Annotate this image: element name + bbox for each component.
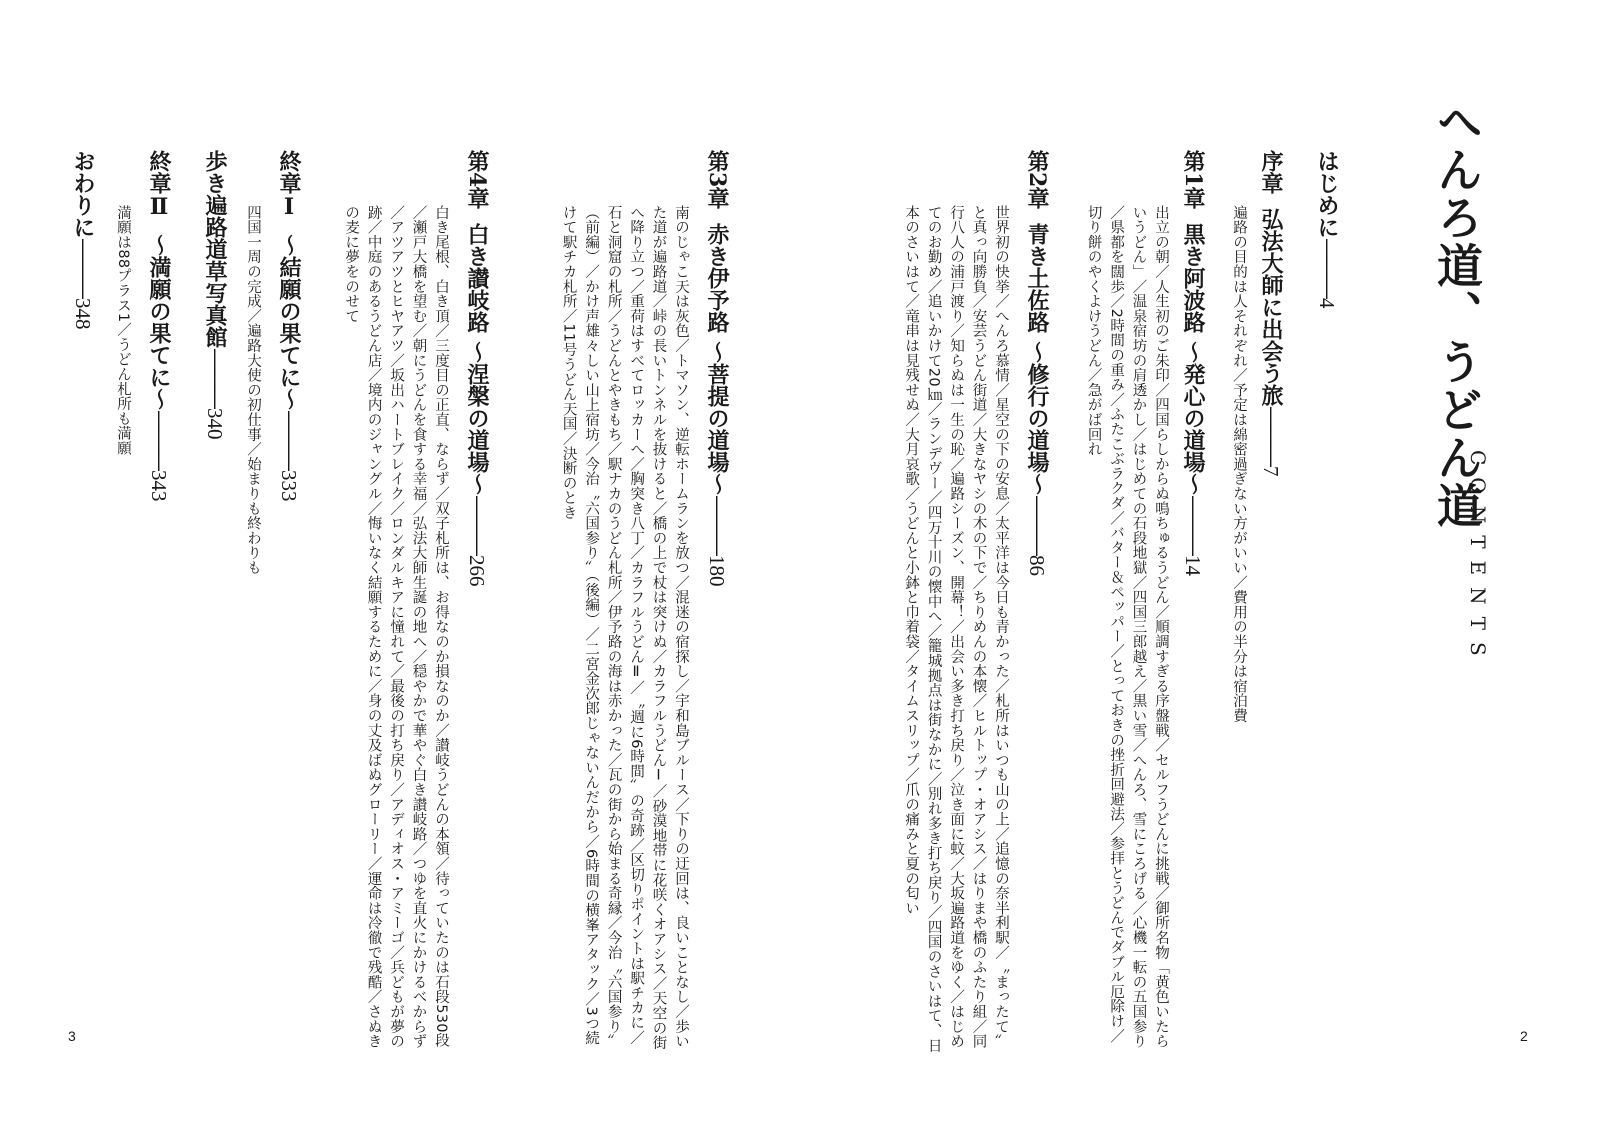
- toc-entry-epilogue-2[interactable]: [148, 150, 170, 502]
- chapter-title: はじめに: [1314, 150, 1340, 238]
- leader-dash: ———: [1259, 406, 1284, 466]
- chapter-details: 満願は88プラス1／うどん札所も満願: [115, 205, 131, 456]
- page-ref: 348: [71, 298, 95, 330]
- chapter-label: 序章: [1258, 150, 1284, 194]
- chapter-title: ～満願の果てに～: [146, 234, 172, 410]
- toc-entry-prologue[interactable]: [1260, 150, 1282, 477]
- page-ref: 343: [147, 470, 171, 502]
- chapter-title: 弘法大師に出会う旅: [1258, 208, 1284, 406]
- chapter-details: 四国一周の完成／遍路大使の初仕事／始まりも終わりも: [245, 205, 261, 575]
- chapter-details: 世界初の快挙／へんろ慕情／星空の下の安息／太平洋は今日も青かった／札所はいつも山の上／追憶の奈半利駅／〝まったて〟と真っ向勝負／安芸うどん街道／大きなヤシの木の下で／ちりめんの本懐／ヒルトップ・オアシス／はりまや橋のふたり組／同行八人の浦戸渡り／知らぬは一生の恥／遍路シーズン、開幕！／出会い多き打ち戻り／泣き面に蚊／大坂遍路道をゆく／はじめてのお勤め／追いかけて20㎞／ランデヴー／四万十川の懐中へ／籠城拠点は街なかに／別れ多き打ち戻り／四国のさいはて、日本のさいはて／竜串は見残せぬ／大月哀歌／うどんと小鉢と巾着袋／タイムスリップ／爪の痛みと夏の匂い: [903, 205, 1009, 1053]
- toc-entry-photo-gallery[interactable]: [204, 150, 226, 440]
- page-number-right: 2: [1520, 1028, 1528, 1044]
- contents-label: CONTENTS: [1466, 450, 1490, 668]
- toc-entry-owarini[interactable]: [72, 150, 94, 330]
- chapter-title: 青き土佐路 ～修行の道場～: [1024, 223, 1050, 495]
- toc-entry-hajimeni[interactable]: [1316, 150, 1338, 309]
- chapter-title: 白き讃岐路 ～涅槃の道場～: [464, 223, 490, 495]
- page-ref: 180: [705, 554, 729, 587]
- leader-dash: ———: [71, 238, 96, 298]
- book-title: へんろ道、うどん道: [1430, 98, 1484, 530]
- page-ref: 14: [1181, 554, 1205, 576]
- page-ref: 7: [1259, 466, 1283, 477]
- toc-entry-chapter-2[interactable]: [1026, 150, 1048, 576]
- toc-entry-chapter-4[interactable]: [466, 150, 488, 586]
- chapter-label: 第1章: [1180, 150, 1206, 210]
- leader-dash: ———: [277, 410, 302, 470]
- chapter-details: 出立の朝／人生初のご朱印／四国らしからぬ鳴ちゅるうどん／順調すぎる序盤戦／セルフうどんに挑戦／御所名物「黄色いたらいうどん」／温泉宿坊の肩透かし／はじめての石段地獄／四国三郎越え／黒い雪／へんろ、雪にころげる／心機一転の五国参り／県都を闊歩／2時間の重み／ふたこぶラクダ／バター＆ペッパー／とっておきの挫折回避法／参拝とうどんでダブル厄除け／切り餅のやくよけうどん／急がば回れ: [1085, 205, 1169, 1049]
- chapter-title: ～結願の果てに～: [276, 234, 302, 410]
- chapter-title: 赤き伊予路 ～菩提の道場～: [704, 223, 730, 495]
- chapter-label: 終章Ⅰ: [276, 150, 302, 220]
- chapter-details: 遍路の目的は人それぞれ／予定は綿密過ぎない方がいい／費用の半分は宿泊費: [1231, 205, 1247, 723]
- leader-dash: ———: [465, 494, 490, 555]
- chapter-label: 終章Ⅱ: [146, 150, 172, 220]
- page-ref: 86: [1025, 554, 1049, 576]
- chapter-title: 歩き遍路道草写真館: [202, 150, 228, 348]
- page-ref: 333: [277, 470, 301, 502]
- toc-entry-chapter-3[interactable]: [706, 150, 728, 586]
- chapter-label: 第4章: [464, 150, 490, 210]
- page-ref: 340: [203, 408, 227, 440]
- toc-entry-epilogue-1[interactable]: [278, 150, 300, 502]
- leader-dash: ———: [1025, 494, 1050, 555]
- page-number-left: 3: [68, 1028, 76, 1044]
- page-ref: 4: [1315, 298, 1339, 309]
- chapter-details: 白き尾根、白き頂／三度目の正直、ならず／双子札所は、お得なのか損なのか／讃岐うどんの本領／待っていたのは石段530段／瀬戸大橋を望む／朝にうどんを食する幸福／弘法大師生誕の地へ／穏やかで華やぐ白き讃岐路／つゆを直火にかけるべからず／アツアツとヒヤアツ／坂出ハートブレイク／ロンダルキアに憧れて／最後の打ち戻り／アディオス・アミーゴ／兵どもが夢の跡／中庭のあるうどん店／境内のジャングル／悔いなく結願するために／身の丈及ばぬグローリー／運命は冷徹で残酷／さぬきの麦に夢をのせて: [343, 205, 449, 1049]
- leader-dash: ———: [147, 410, 172, 470]
- leader-dash: ———: [705, 494, 730, 555]
- chapter-title: おわりに: [70, 150, 96, 238]
- leader-dash: ———: [203, 348, 228, 408]
- chapter-title: 黒き阿波路 ～発心の道場～: [1180, 223, 1206, 495]
- chapter-label: 第2章: [1024, 150, 1050, 210]
- page-ref: 266: [465, 554, 489, 587]
- toc-entry-chapter-1[interactable]: [1182, 150, 1204, 576]
- leader-dash: ———: [1181, 494, 1206, 555]
- chapter-label: 第3章: [704, 150, 730, 210]
- chapter-details: 南のじゃこ天は灰色／トマソン、逆転ホームランを放つ／混迷の宿探し／宇和島ブルース／下りの迂回は、良いことなし／歩いた道が遍路道／峠の長いトンネルを抜けると／橋の上で杖は突けぬ／カラフルうどんⅠ／砂漠地帯に花咲くオアシス／天空の街へ降り立つ／重荷はすべてロッカーへ／胸突き八丁／カラフルうどんⅡ／〝週に6時間〟の奇跡／区切りポイントは駅チカに／石と洞窟の札所／うどんとやきもち／駅ナカのうどん札所／伊予路の海は赤かった／瓦の街から始まる奇縁／今治〝六国参り〟（前編）／かけ声雄々しい山上宿坊／今治〝六国参り〟（後編）／二宮金次郎じゃないんだから／6時間の横峯アタック／3つ続けて駅チカ札所／11号うどん天国／決断のとき: [560, 205, 689, 1051]
- leader-dash: ———: [1315, 238, 1340, 298]
